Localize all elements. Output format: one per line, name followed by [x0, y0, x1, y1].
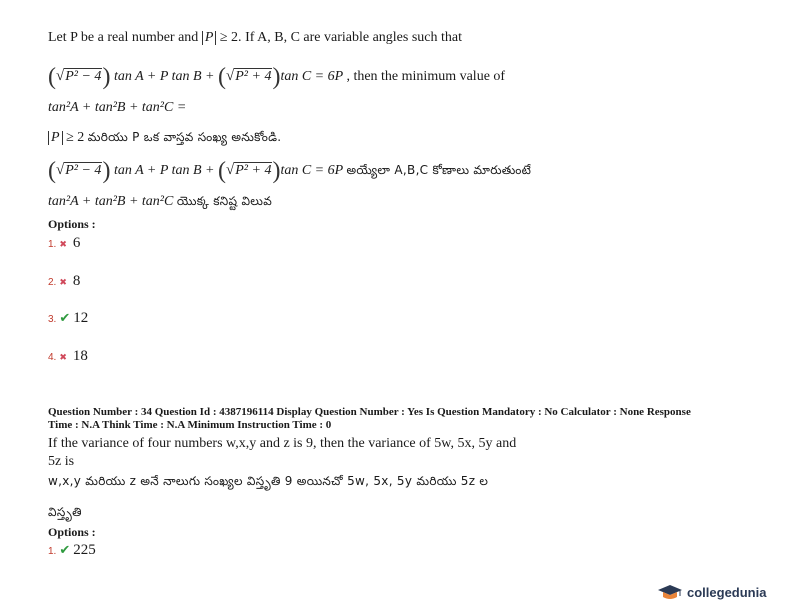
collegedunia-logo: [657, 582, 766, 604]
cross-icon: ✖: [59, 240, 67, 250]
question-text-te-1: w,x,y మరియు z అనే నాలుగు సంఖ్యల విస్తృతి 9 అయినచో 5w, 5x, 5y మరియు 5z ల: [48, 474, 489, 488]
target-expression: tan²A + tan²B + tan²C =: [48, 100, 187, 115]
option-4[interactable]: 4. ✖ 18: [48, 348, 88, 364]
graduation-cap-icon: [657, 584, 683, 602]
equation-line: (√P² − 4) tan A + P tan B + (√P² + 4)tan C = 6P , then the minimum value of: [48, 64, 506, 90]
logo-text: collegedunia: [687, 585, 767, 600]
check-icon: ✔: [59, 543, 71, 558]
question-meta-line-2: Time : N.A Think Time : N.A Minimum Instruction Time : 0: [48, 419, 332, 431]
option-2[interactable]: 2. ✖ 8: [48, 273, 81, 289]
telugu-target-line: tan²A + tan²B + tan²C యొక్క కనిష్ట విలువ: [48, 194, 273, 209]
telugu-condition-line: P ≥ 2 మరియు P ఒక వాస్తవ సంఖ్య అనుకోండి.: [48, 130, 281, 147]
question-text-en-1: If the variance of four numbers w,x,y and z is 9, then the variance of 5w, 5x, 5y and: [48, 436, 517, 451]
question-meta-line-1: Question Number : 34 Question Id : 4387196114 Display Question Number : Yes Is Question Mandatory : No Calculator : None Response: [48, 406, 691, 418]
option-3[interactable]: 3. ✔ 12: [48, 310, 89, 326]
option-1-q34[interactable]: 1. ✔ 225: [48, 542, 96, 558]
cross-icon: ✖: [59, 353, 67, 363]
cross-icon: ✖: [59, 278, 67, 288]
abs-p: P: [202, 31, 217, 45]
check-icon: ✔: [59, 311, 71, 326]
question-text-te-2: విస్తృతి: [48, 505, 82, 519]
telugu-equation-line: (√P² − 4) tan A + P tan B + (√P² + 4)tan C = 6P అయ్యేలా A,B,C కోణాలు మారుతుంటే: [48, 158, 532, 184]
question-intro: Let P be a real number and P ≥ 2. If A, B, C are variable angles such that: [48, 30, 462, 45]
options-label: Options :: [48, 217, 96, 231]
option-1[interactable]: 1. ✖ 6: [48, 235, 81, 251]
options-label-2: Options :: [48, 525, 96, 539]
question-text-en-2: 5z is: [48, 454, 75, 469]
